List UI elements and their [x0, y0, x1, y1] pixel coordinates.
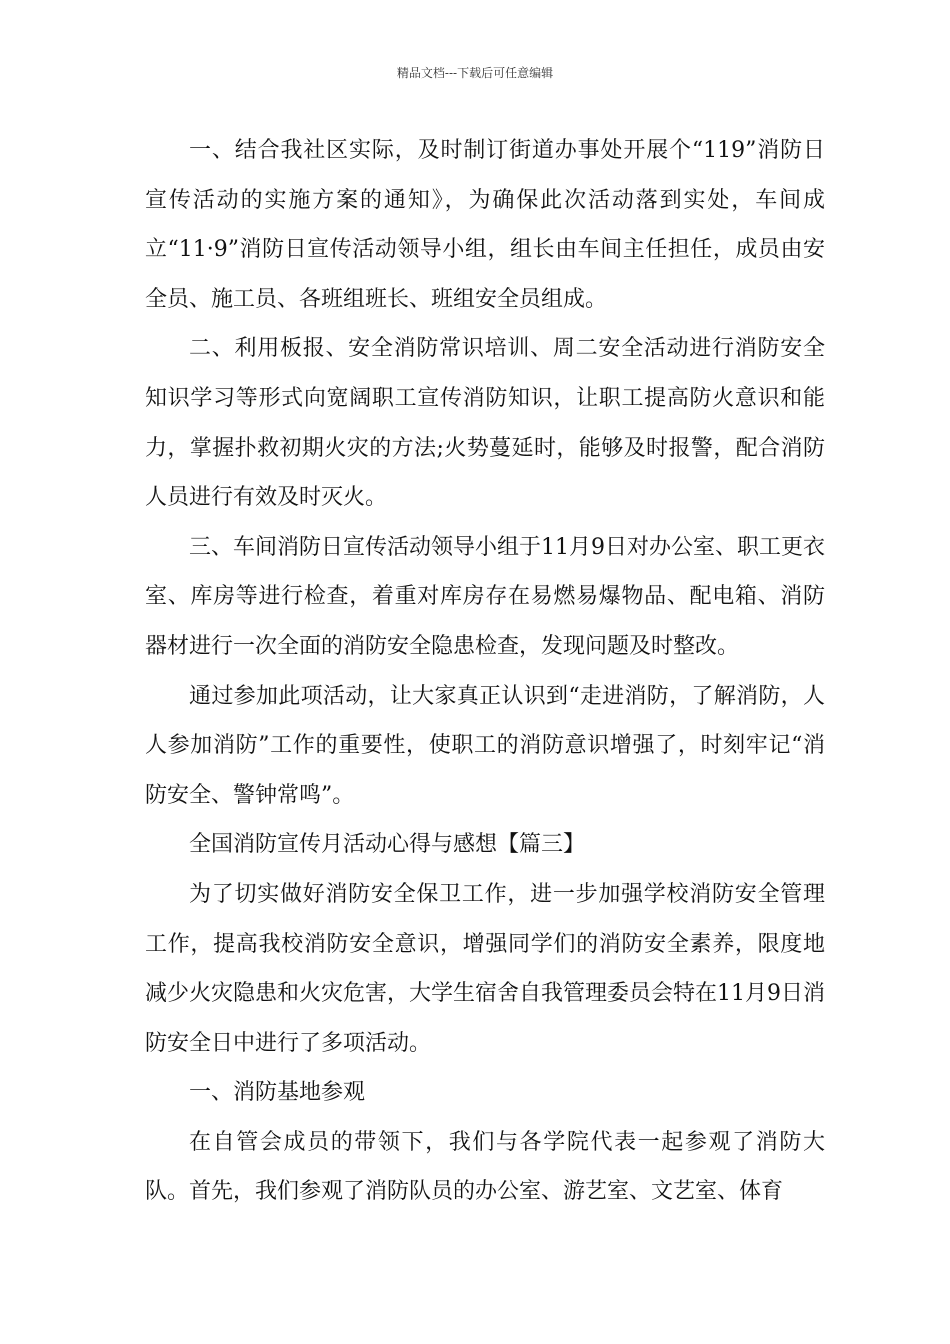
paragraph-4: 通过参加此项活动，让大家真正认识到“走进消防，了解消防，人人参加消防”工作的重要性，使职工的消防意识增强了，时刻牢记“消防安全、警钟常鸣”。 — [145, 683, 825, 808]
paragraph-5: 为了切实做好消防安全保卫工作，进一步加强学校消防安全管理工作，提高我校消防安全意识，增强同学们的消防安全素养，限度地减少火灾隐患和火灾危害，大学生宿舍自我管理委员会特在11月9日消防安全日中进行了多项活动。 — [145, 881, 825, 1056]
subsection-heading: 一、消防基地参观 — [189, 1080, 366, 1106]
paragraph-3: 三、车间消防日宣传活动领导小组于11月9日对办公室、职工更衣室、库房等进行检查，着重对库房存在易燃易爆物品、配电箱、消防器材进行一次全面的消防安全隐患检查，发现问题及时整改。 — [145, 534, 825, 659]
document-body — [145, 126, 825, 1217]
paragraph-1: 一、结合我社区实际，及时制订街道办事处开展个“119”消防日宣传活动的实施方案的通知》，为确保此次活动落到实处，车间成立“11·9”消防日宣传活动领导小组，组长由车间主任担任，成员由安全员、施工员、各班组班长、班组安全员组成。 — [145, 138, 825, 312]
page-header: 精品文档---下载后可任意编辑 — [396, 66, 554, 80]
section-heading: 全国消防宣传月活动心得与感想【篇三】 — [189, 832, 586, 858]
paragraph-6: 在自管会成员的带领下，我们与各学院代表一起参观了消防大队。首先，我们参观了消防队员的办公室、游艺室、文艺室、体育 — [145, 1129, 825, 1205]
paragraph-2: 二、利用板报、安全消防常识培训、周二安全活动进行消防安全知识学习等形式向宽阔职工宣传消防知识，让职工提高防火意识和能力，掌握扑救初期火灾的方法;火势蔓延时，能够及时报警，配合消防人员进行有效及时灭火。 — [145, 336, 825, 511]
